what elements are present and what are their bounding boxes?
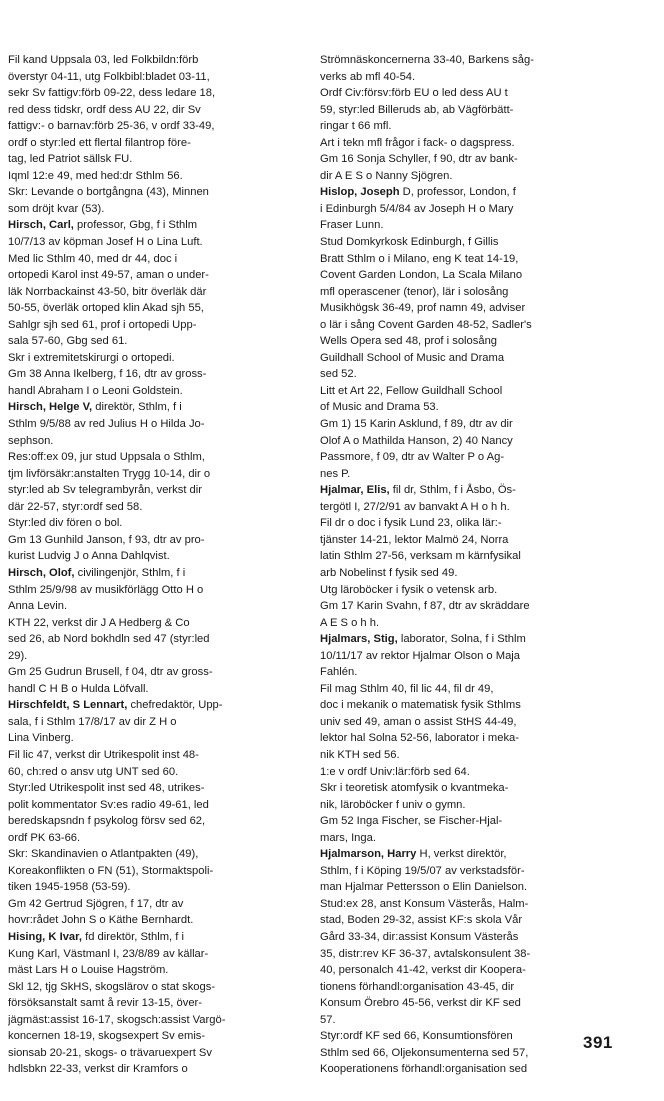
line-text: Res:off:ex 09, jur stud Uppsala o Sthlm, <box>8 451 205 464</box>
line-text: direktör, Sthlm, f i <box>92 401 182 414</box>
text-line <box>320 135 615 152</box>
text-line <box>8 300 303 317</box>
text-line <box>8 780 303 797</box>
text-line <box>8 399 303 416</box>
text-line <box>320 466 615 483</box>
text-line <box>320 780 615 797</box>
line-text: tjm livförsäkr:anstalten Trygg 10-14, dir o <box>8 467 211 480</box>
line-text: där 22-57, styr:ordf sed 58. <box>8 500 143 513</box>
line-text: 60, ch:red o ansv utg UNT sed 60. <box>8 765 179 778</box>
text-line <box>320 85 615 102</box>
text-line <box>8 565 303 582</box>
line-text: Sthlm 9/5/88 av red Julius H o Hilda Jo- <box>8 418 205 431</box>
entry-name: Hirsch, Helge V, <box>8 401 93 414</box>
text-line <box>320 217 615 234</box>
line-text: KTH 22, verkst dir J A Hedberg & Co <box>8 616 190 629</box>
entry-name: Hirschfeldt, S Lennart, <box>8 699 128 712</box>
line-text: stad, Boden 29-32, assist KF:s skola Vår <box>320 914 523 927</box>
text-line <box>320 681 615 698</box>
line-text: 59, styr:led Billeruds ab, ab Vägförbätt- <box>320 103 514 116</box>
text-line <box>320 366 615 383</box>
text-line <box>8 217 303 234</box>
text-line <box>8 846 303 863</box>
line-text: läk Norrbackainst 43-50, bitr överläk där <box>8 285 207 298</box>
line-text: kurist Ludvig J o Anna Dahlqvist. <box>8 550 170 563</box>
line-text: handl C H B o Hulda Löfvall. <box>8 682 149 695</box>
line-text: Fahlén. <box>320 666 358 679</box>
text-line <box>320 697 615 714</box>
text-line <box>320 1012 615 1029</box>
text-line <box>8 548 303 565</box>
line-text: Iqml 12:e 49, med hed:dr Sthlm 56. <box>8 169 183 182</box>
line-text: ordf o styr:led ett flertal filantrop före- <box>8 136 191 149</box>
line-text: sephson. <box>8 434 54 447</box>
line-text: 57. <box>320 1013 336 1026</box>
text-line <box>8 896 303 913</box>
entry-name: Hjalmars, Stig, <box>320 633 398 646</box>
line-text: H, verkst direktör, <box>416 848 507 861</box>
text-line <box>8 118 303 135</box>
right-column <box>320 52 615 1078</box>
line-text: Sthlm 25/9/98 av musikförlägg Otto H o <box>8 583 204 596</box>
text-line <box>320 813 615 830</box>
text-line <box>320 317 615 334</box>
line-text: tionens förhandl:organisation 43-45, dir <box>320 980 515 993</box>
line-text: 10/7/13 av köpman Josef H o Lina Luft. <box>8 236 203 249</box>
line-text: Guildhall School of Music and Drama <box>320 351 505 364</box>
text-line <box>320 1028 615 1045</box>
line-text: nik KTH sed 56. <box>320 748 400 761</box>
line-text: sed 52. <box>320 368 357 381</box>
line-text: Gm 52 Inga Fischer, se Fischer-Hjal- <box>320 815 503 828</box>
text-line <box>8 697 303 714</box>
text-line <box>8 333 303 350</box>
line-text: ringar t 66 mfl. <box>320 120 392 133</box>
text-line <box>320 1045 615 1062</box>
line-text: Styr:ordf KF sed 66, Konsumtionsfören <box>320 1030 513 1043</box>
line-text: Gm 17 Karin Svahn, f 87, dtr av skräddare <box>320 600 530 613</box>
text-line <box>8 615 303 632</box>
text-line <box>320 979 615 996</box>
line-text: Skr: Skandinavien o Atlantpakten (49), <box>8 848 199 861</box>
entry-name: Hirsch, Olof, <box>8 566 75 579</box>
line-text: doc i mekanik o matematisk fysik Sthlms <box>320 699 521 712</box>
text-line <box>8 1061 303 1078</box>
line-text: fil dr, Sthlm, f i Åsbo, Ös- <box>389 484 516 497</box>
line-text: Fil lic 47, verkst dir Utrikespolit inst 48- <box>8 748 199 761</box>
text-line <box>8 52 303 69</box>
line-text: nik, läroböcker f univ o gymn. <box>320 798 466 811</box>
line-text: Styr:led Utrikespolit inst sed 48, utrikes- <box>8 782 205 795</box>
text-line <box>8 515 303 532</box>
line-text: Musikhögsk 36-49, prof namn 49, adviser <box>320 302 526 315</box>
text-line <box>8 863 303 880</box>
text-line <box>320 532 615 549</box>
text-line <box>320 896 615 913</box>
text-line <box>320 797 615 814</box>
text-line <box>320 962 615 979</box>
line-text: dir A E S o Nanny Sjögren. <box>320 169 453 182</box>
line-text: polit kommentator Sv:es radio 49-61, led <box>8 798 209 811</box>
line-text: styr:led ab Sv telegrambyrån, verkst dir <box>8 484 202 497</box>
left-column <box>8 52 303 1078</box>
line-text: koncernen 18-19, skogsexpert Sv emis- <box>8 1030 206 1043</box>
text-line <box>320 664 615 681</box>
text-line <box>320 201 615 218</box>
line-text: red dess tidskr, ordf dess AU 22, dir Sv <box>8 103 201 116</box>
text-line <box>8 1012 303 1029</box>
text-line <box>320 350 615 367</box>
line-text: sionsab 20-21, skogs- o trävaruexpert Sv <box>8 1046 212 1059</box>
line-text: Litt et Art 22, Fellow Guildhall School <box>320 384 503 397</box>
line-text: försöksanstalt samt å revir 13-15, över- <box>8 997 202 1010</box>
line-text: Stud:ex 28, anst Konsum Västerås, Halm- <box>320 897 529 910</box>
line-text: Olof A o Mathilda Hanson, 2) 40 Nancy <box>320 434 513 447</box>
line-text: laborator, Solna, f i Sthlm <box>397 633 526 646</box>
text-line <box>320 929 615 946</box>
line-text: Sthlm, f i Köping 19/5/07 av verkstadsför- <box>320 864 525 877</box>
text-line <box>8 350 303 367</box>
line-text: Wells Opera sed 48, prof i solosång <box>320 335 498 348</box>
text-line <box>8 499 303 516</box>
line-text: o lär i sång Covent Garden 48-52, Sadler's <box>320 318 532 331</box>
line-text: Sthlm sed 66, Oljekonsumenterna sed 57, <box>320 1046 529 1059</box>
entry-name: Hising, K Ivar, <box>8 930 82 943</box>
text-line <box>320 267 615 284</box>
line-text: Gm 25 Gudrun Brusell, f 04, dtr av gross- <box>8 666 213 679</box>
text-line <box>320 598 615 615</box>
text-line <box>320 118 615 135</box>
text-line <box>320 879 615 896</box>
line-text: Covent Garden London, La Scala Milano <box>320 269 523 282</box>
line-text: univ sed 49, aman o assist StHS 44-49, <box>320 715 517 728</box>
line-text: verks ab mfl 40-54. <box>320 70 416 83</box>
text-line <box>8 813 303 830</box>
text-line <box>8 631 303 648</box>
line-text: Strömnäskoncernerna 33-40, Barkens såg- <box>320 54 534 66</box>
text-line <box>8 747 303 764</box>
line-text: Styr:led div fören o bol. <box>8 517 123 530</box>
line-text: sala 57-60, Gbg sed 61. <box>8 335 128 348</box>
text-line <box>320 251 615 268</box>
text-line <box>8 764 303 781</box>
line-text: jägmäst:assist 16-17, skogsch:assist Vargö- <box>8 1013 226 1026</box>
text-line <box>320 714 615 731</box>
line-text: A E S o h h. <box>320 616 380 629</box>
line-text: Gm 16 Sonja Schyller, f 90, dtr av bank- <box>320 153 518 166</box>
line-text: tjänster 14-21, lektor Malmö 24, Norra <box>320 533 509 546</box>
line-text: Sahlgr sjh sed 61, prof i ortopedi Upp- <box>8 318 197 331</box>
text-line <box>8 366 303 383</box>
text-line <box>8 135 303 152</box>
line-text: Anna Levin. <box>8 600 68 613</box>
text-line <box>8 201 303 218</box>
text-line <box>320 102 615 119</box>
text-line <box>8 251 303 268</box>
text-line <box>320 399 615 416</box>
text-line <box>8 184 303 201</box>
text-line <box>8 598 303 615</box>
entry-name: Hjalmar, Elis, <box>320 484 390 497</box>
line-text: Gård 33-34, dir:assist Konsum Västerås <box>320 930 519 943</box>
line-text: 1:e v ordf Univ:lär:förb sed 64. <box>320 765 470 778</box>
line-text: nes P. <box>320 467 351 480</box>
text-line <box>320 946 615 963</box>
text-line <box>8 714 303 731</box>
line-text: i Edinburgh 5/4/84 av Joseph H o Mary <box>320 202 514 215</box>
text-line <box>8 1028 303 1045</box>
text-line <box>320 582 615 599</box>
line-text: 10/11/17 av rektor Hjalmar Olson o Maja <box>320 649 521 662</box>
line-text: Kung Karl, Västmanl I, 23/8/89 av källar- <box>8 947 209 960</box>
line-text: mäst Lars H o Louise Hagström. <box>8 964 169 977</box>
line-text: latin Sthlm 27-56, verksam m kärnfysikal <box>320 550 521 563</box>
line-text: överstyr 04-11, utg Folkbibl:bladet 03-11, <box>8 70 210 83</box>
text-line <box>8 433 303 450</box>
text-line <box>8 267 303 284</box>
text-line <box>8 995 303 1012</box>
line-text: ordf PK 63-66. <box>8 831 81 844</box>
text-line <box>320 631 615 648</box>
line-text: sala, f i Sthlm 17/8/17 av dir Z H o <box>8 715 177 728</box>
line-text: D, professor, London, f <box>399 186 516 199</box>
text-line <box>320 168 615 185</box>
text-line <box>320 995 615 1012</box>
line-text: mars, Inga. <box>320 831 376 844</box>
line-text: 40, personalch 41-42, verkst dir Koopera- <box>320 964 526 977</box>
entry-name: Hirsch, Carl, <box>8 219 74 232</box>
text-line <box>320 69 615 86</box>
line-text: Gm 1) 15 Karin Asklund, f 89, dtr av dir <box>320 418 513 431</box>
line-text: arb Nobelinst f fysik sed 49. <box>320 566 458 579</box>
line-text: tiken 1945-1958 (53-59). <box>8 881 131 894</box>
text-line <box>320 184 615 201</box>
line-text: 50-55, överläk ortoped klin Akad sjh 55, <box>8 302 204 315</box>
line-text: Lina Vinberg. <box>8 732 74 745</box>
line-text: beredskapsndn f psykolog försv sed 62, <box>8 815 206 828</box>
entry-name: Hislop, Joseph <box>320 186 400 199</box>
line-text: hdlsbkn 22-33, verkst dir Kramfors o <box>8 1063 188 1076</box>
text-line <box>320 912 615 929</box>
line-text: 35, distr:rev KF 36-37, avtalskonsulent 38- <box>320 947 531 960</box>
line-text: sekr Sv fattigv:förb 09-22, dess ledare 18, <box>8 87 216 100</box>
text-line <box>320 846 615 863</box>
text-line <box>8 151 303 168</box>
text-line <box>320 648 615 665</box>
line-text: Skl 12, tjg SkHS, skogslärov o stat skogs- <box>8 980 216 993</box>
line-text: Stud Domkyrkosk Edinburgh, f Gillis <box>320 236 499 249</box>
entry-name: Hjalmarson, Harry <box>320 848 417 861</box>
line-text: hovr:rådet John S o Käthe Bernhardt. <box>8 914 194 927</box>
line-text: Bratt Sthlm o i Milano, eng K teat 14-19, <box>320 252 519 265</box>
line-text: Ordf Civ:försv:förb EU o led dess AU t <box>320 87 508 100</box>
text-line <box>320 433 615 450</box>
text-line <box>320 515 615 532</box>
line-text: sed 26, ab Nord bokhdln sed 47 (styr:led <box>8 633 210 646</box>
line-text: man Hjalmar Pettersson o Elin Danielson. <box>320 881 528 894</box>
line-text: Art i tekn mfl frågor i fack- o dagspress. <box>320 136 515 149</box>
line-text: Utg läroböcker i fysik o vetensk arb. <box>320 583 498 596</box>
text-line <box>8 929 303 946</box>
text-line <box>8 830 303 847</box>
line-text: professor, Gbg, f i Sthlm <box>73 219 198 232</box>
text-line <box>8 449 303 466</box>
text-line <box>320 151 615 168</box>
text-line <box>8 168 303 185</box>
line-text: Gm 38 Anna Ikelberg, f 16, dtr av gross- <box>8 368 207 381</box>
text-line <box>8 383 303 400</box>
line-text: Gm 13 Gunhild Janson, f 93, dtr av pro- <box>8 533 205 546</box>
line-text: handl Abraham I o Leoni Goldstein. <box>8 384 183 397</box>
text-line <box>320 284 615 301</box>
text-line <box>320 747 615 764</box>
text-line <box>8 482 303 499</box>
text-line <box>8 681 303 698</box>
text-line <box>8 946 303 963</box>
line-text: fattigv:- o barnav:förb 25-36, v ordf 33-49, <box>8 120 215 133</box>
page-number: 391 <box>583 1033 613 1052</box>
line-text: Fraser Lunn. <box>320 219 384 232</box>
text-line <box>8 1045 303 1062</box>
text-line <box>8 648 303 665</box>
line-text: Fil kand Uppsala 03, led Folkbildn:förb <box>8 54 199 66</box>
line-text: Passmore, f 09, dtr av Walter P o Ag- <box>320 451 505 464</box>
text-line <box>320 333 615 350</box>
text-line <box>8 979 303 996</box>
line-text: civilingenjör, Sthlm, f i <box>74 566 186 579</box>
text-line <box>320 830 615 847</box>
text-line <box>8 532 303 549</box>
text-line <box>8 284 303 301</box>
text-line <box>320 234 615 251</box>
text-line <box>8 466 303 483</box>
text-line <box>320 730 615 747</box>
line-text: Fil dr o doc i fysik Lund 23, olika lär:- <box>320 517 502 530</box>
text-line <box>8 416 303 433</box>
line-text: of Music and Drama 53. <box>320 401 439 414</box>
text-line <box>320 565 615 582</box>
line-text: Konsum Örebro 45-56, verkst dir KF sed <box>320 997 521 1010</box>
line-text: tag, led Patriot sällsk FU. <box>8 153 133 166</box>
text-line <box>8 85 303 102</box>
line-text: som dröjt kvar (53). <box>8 202 105 215</box>
text-line <box>320 499 615 516</box>
line-text: Gm 42 Gertrud Sjögren, f 17, dtr av <box>8 897 184 910</box>
line-text: Skr: Levande o bortgångna (43), Minnen <box>8 186 209 199</box>
text-line <box>8 664 303 681</box>
text-line <box>8 317 303 334</box>
text-line <box>8 234 303 251</box>
text-line <box>8 102 303 119</box>
text-line <box>320 1061 615 1078</box>
line-text: Skr i teoretisk atomfysik o kvantmeka- <box>320 782 509 795</box>
line-text: Koreakonflikten o FN (51), Stormaktspoli- <box>8 864 214 877</box>
line-text: Med lic Sthlm 40, med dr 44, doc i <box>8 252 178 265</box>
text-line <box>8 912 303 929</box>
line-text: Skr i extremitetskirurgi o ortopedi. <box>8 351 175 364</box>
line-text: 29). <box>8 649 28 662</box>
text-line <box>320 548 615 565</box>
line-text: ortopedi Karol inst 49-57, aman o under- <box>8 269 209 282</box>
text-line <box>8 879 303 896</box>
line-text: Kooperationens förhandl:organisation sed <box>320 1063 528 1076</box>
text-line <box>8 797 303 814</box>
text-line <box>320 764 615 781</box>
text-line <box>8 582 303 599</box>
line-text: tergötl I, 27/2/91 av banvakt A H o h h. <box>320 500 510 513</box>
text-line <box>320 482 615 499</box>
line-text: Fil mag Sthlm 40, fil lic 44, fil dr 49, <box>320 682 494 695</box>
line-text: fd direktör, Sthlm, f i <box>82 930 184 943</box>
text-line <box>320 383 615 400</box>
text-line <box>320 449 615 466</box>
text-line <box>8 962 303 979</box>
text-line <box>320 416 615 433</box>
text-line <box>320 52 615 69</box>
text-line <box>8 69 303 86</box>
text-line <box>320 300 615 317</box>
line-text: lektor hal Solna 52-56, laborator i meka- <box>320 732 519 745</box>
text-line <box>320 615 615 632</box>
line-text: mfl operascener (tenor), lär i solosång <box>320 285 509 298</box>
text-line <box>320 863 615 880</box>
text-line <box>8 730 303 747</box>
line-text: chefredaktör, Upp- <box>127 699 223 712</box>
